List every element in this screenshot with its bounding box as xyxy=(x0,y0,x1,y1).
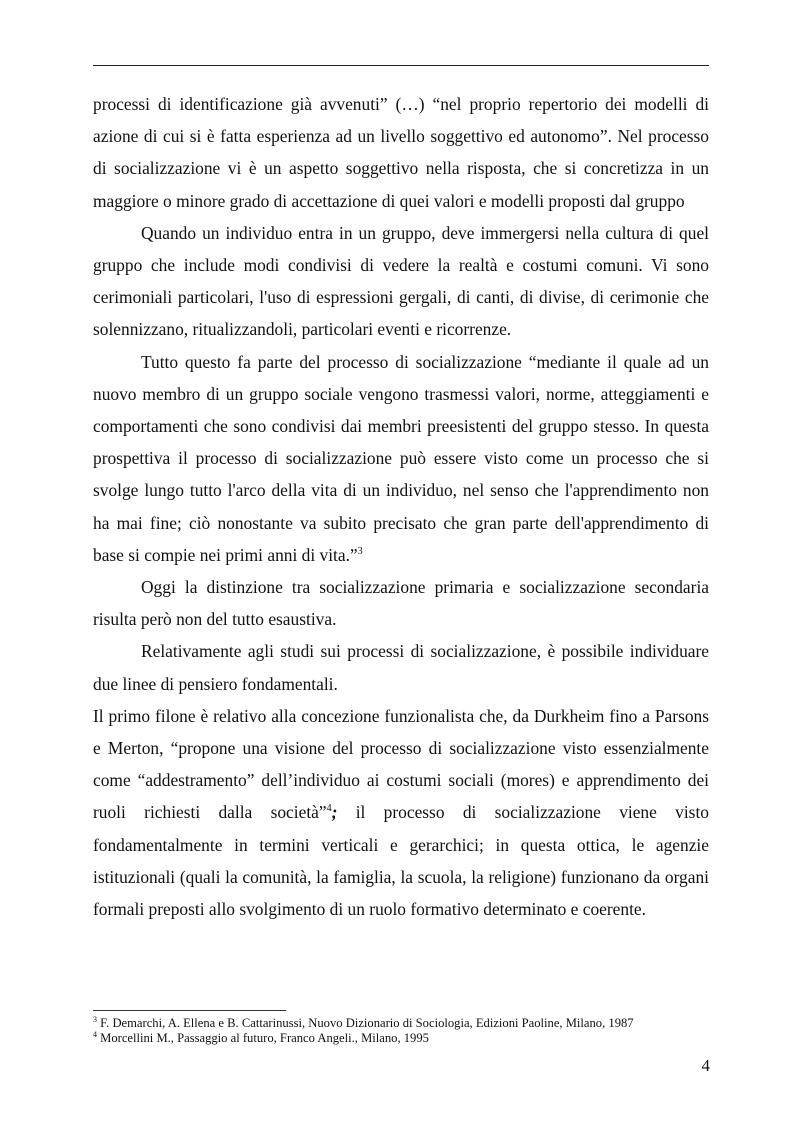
header-rule xyxy=(93,65,709,66)
paragraph-6 xyxy=(93,700,709,925)
footnote-separator xyxy=(93,1010,286,1011)
paragraph-2: Quando un individuo entra in un gruppo, deve immergersi nella cultura di quel gruppo che include modi condivisi di vedere la realtà e costumi comuni. Vi sono cerimoniali particolari, l'uso di espressioni gergali, di canti, di divise, di cerimonie che solennizzano, ritualizzandoli, particolari eventi e ricorrenze. xyxy=(93,222,709,340)
paragraph-3-text: Tutto questo fa parte del processo di socializzazione “mediante il quale ad un nuovo membro di un gruppo sociale vengono trasmessi valori, norme, atteggiamenti e comportamenti che sono condivisi dai membri preesistenti del gruppo stesso. In questa prospettiva il processo di socializzazione può essere visto come un processo che si svolge lungo tutto l'arco della vita di un individuo, nel senso che l'apprendimento non ha mai fine; ciò nonostante va subito precisato che gran parte dell'apprendimento di base si compie nei primi anni di vita.” xyxy=(93,351,709,565)
page-number: 4 xyxy=(701,1056,710,1075)
paragraph-4: Oggi la distinzione tra socializzazione primaria e socializzazione secondaria risulta però non del tutto esaustiva. xyxy=(93,577,709,630)
footnotes xyxy=(93,1016,713,1046)
body-text xyxy=(93,88,709,925)
paragraph-1: processi di identificazione già avvenuti” (…) “nel proprio repertorio dei modelli di azione di cui si è fatta esperienza ad un livello soggettivo ed autonomo”. Nel processo di socializzazione vi è un aspetto soggettivo nella risposta, che si concretizza in un maggiore o minore grado di accettazione di quei valori e modelli proposti dal gruppo xyxy=(93,94,709,211)
paragraph-6-text-after: il processo di socializzazione viene visto fondamentalmente in termini verticali e gerarchici; in questa ottica, le agenzie istituzionali (quali la comunità, la famiglia, la scuola, la religione) funzionano da organi formali preposti allo svolgimento di un ruolo formativo determinato e coerente. xyxy=(93,802,709,920)
footnote-ref-4[interactable]: 4 xyxy=(326,803,332,815)
footnote-number: 3 xyxy=(93,1015,97,1024)
footnote-text: Morcellini M., Passaggio al futuro, Franco Angeli., Milano, 1995 xyxy=(97,1031,429,1045)
footnote-3 xyxy=(93,1016,713,1031)
paragraph-5: Relativamente agli studi sui processi di socializzazione, è possibile individuare due linee di pensiero fondamentali. xyxy=(93,641,709,694)
bold-semicolon: ; xyxy=(331,802,338,823)
footnote-ref-3[interactable]: 3 xyxy=(357,545,363,557)
footnote-text: F. Demarchi, A. Ellena e B. Cattarinussi, Nuovo Dizionario di Sociologia, Edizioni Paoline, Milano, 1987 xyxy=(97,1016,634,1030)
paragraph-3 xyxy=(93,346,709,571)
paragraph-6-text-before: Il primo filone è relativo alla concezione funzionalista che, da Durkheim fino a Parsons e Merton, “propone una visione del processo di socializzazione visto essenzialmente come “addestramento” dell’individuo ai costumi sociali (mores) e apprendimento dei ruoli richiesti dalla società” xyxy=(93,705,709,823)
footnote-number: 4 xyxy=(93,1030,97,1039)
footnote-4 xyxy=(93,1031,713,1046)
